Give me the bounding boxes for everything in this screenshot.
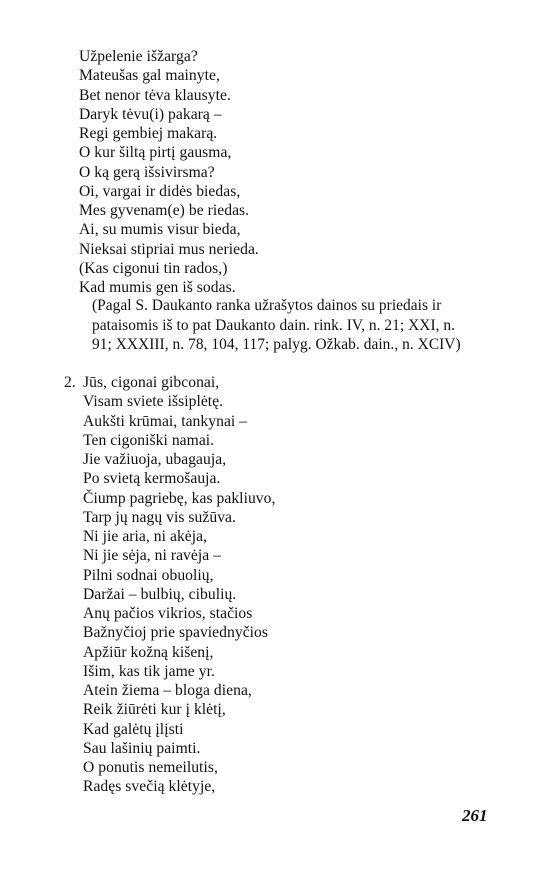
poem-line: Kad mumis gen iš sodas. xyxy=(79,279,236,296)
poem-line: Po svietą kermošauja. xyxy=(83,470,221,488)
poem-line: O ponutis nemeilutis, xyxy=(83,759,218,776)
poem-line: Apžiūr kožną kišenį, xyxy=(83,643,214,661)
source-note-line: (Pagal S. Daukanto ranka užrašytos dainos su priedais ir xyxy=(92,297,442,314)
poem-line: Oi, vargai ir didės biedas, xyxy=(79,182,241,200)
poem-line: Ni jie sėja, ni ravėja – xyxy=(83,547,222,565)
poem-line: Ai, su mumis visur bieda, xyxy=(79,221,241,239)
poem-line: Sau lašinių paimti. xyxy=(83,739,201,757)
source-note-line: pataisomis iš to pat Daukanto dain. rink. IV, n. 21; XXI, n. xyxy=(92,316,456,334)
poem-line: Tarp jų nagų vis sužūva. xyxy=(83,508,236,526)
poem-line: Jie važiuoja, ubagauja, xyxy=(83,451,227,468)
poem-line: Aukšti krūmai, tankynai – xyxy=(83,412,248,430)
source-note xyxy=(92,296,512,355)
poem-line: Radęs svečią klėtyje, xyxy=(83,778,216,796)
poem-line: (Kas cigonui tin rados,) xyxy=(79,259,228,277)
poem-line: Ni jie aria, ni akėja, xyxy=(83,528,208,545)
poem-line: Užpelenie išžarga? xyxy=(79,48,198,65)
poem-line: Nieksai stipriai mus nerieda. xyxy=(79,240,259,258)
poem-number: 2. xyxy=(64,374,76,391)
poem-line: Daržai – bulbių, cibulių. xyxy=(83,585,237,603)
poem-line: O kur šiltą pirtį gausma, xyxy=(79,144,232,162)
source-note-line: 91; XXXIII, n. 78, 104, 117; palyg. Ožkab. dain., n. XCIV) xyxy=(92,336,461,353)
poem-line: Visam sviete išsiplėtę. xyxy=(83,393,224,411)
poem-line: Bet nenor tėva klausyte. xyxy=(79,86,231,104)
poem-line: Reik žiūrėti kur į klėtį, xyxy=(83,701,226,719)
poem-line: Daryk tėvu(i) pakarą – xyxy=(79,105,222,123)
poem-line: Išim, kas tik jame yr. xyxy=(83,662,215,680)
poem-2-stanza xyxy=(83,373,275,797)
poem-line: Anų pačios vikrios, stačios xyxy=(83,605,253,622)
poem-line: Bažnyčioj prie spaviednyčios xyxy=(83,624,269,642)
poem-line: Pilni sodnai obuolių, xyxy=(83,566,214,584)
page-number: 261 xyxy=(462,806,488,825)
poem-1-stanza xyxy=(79,47,259,297)
poem-line: Atein žiema – bloga diena, xyxy=(83,682,252,699)
poem-line: Mateušas gal mainyte, xyxy=(79,67,220,85)
poem-line: Kad galėtų įlįsti xyxy=(83,720,184,738)
poem-line: Mes gyvenam(e) be riedas. xyxy=(79,202,250,219)
poem-line: Jūs, cigonai gibconai, xyxy=(83,374,220,391)
poem-line: Ten cigoniški namai. xyxy=(83,431,215,449)
poem-line: Regi gembiej makarą. xyxy=(79,125,218,142)
poem-line: O ką gerą išsivirsma? xyxy=(79,163,215,181)
poem-line: Čiump pagriebę, kas pakliuvo, xyxy=(83,489,276,507)
